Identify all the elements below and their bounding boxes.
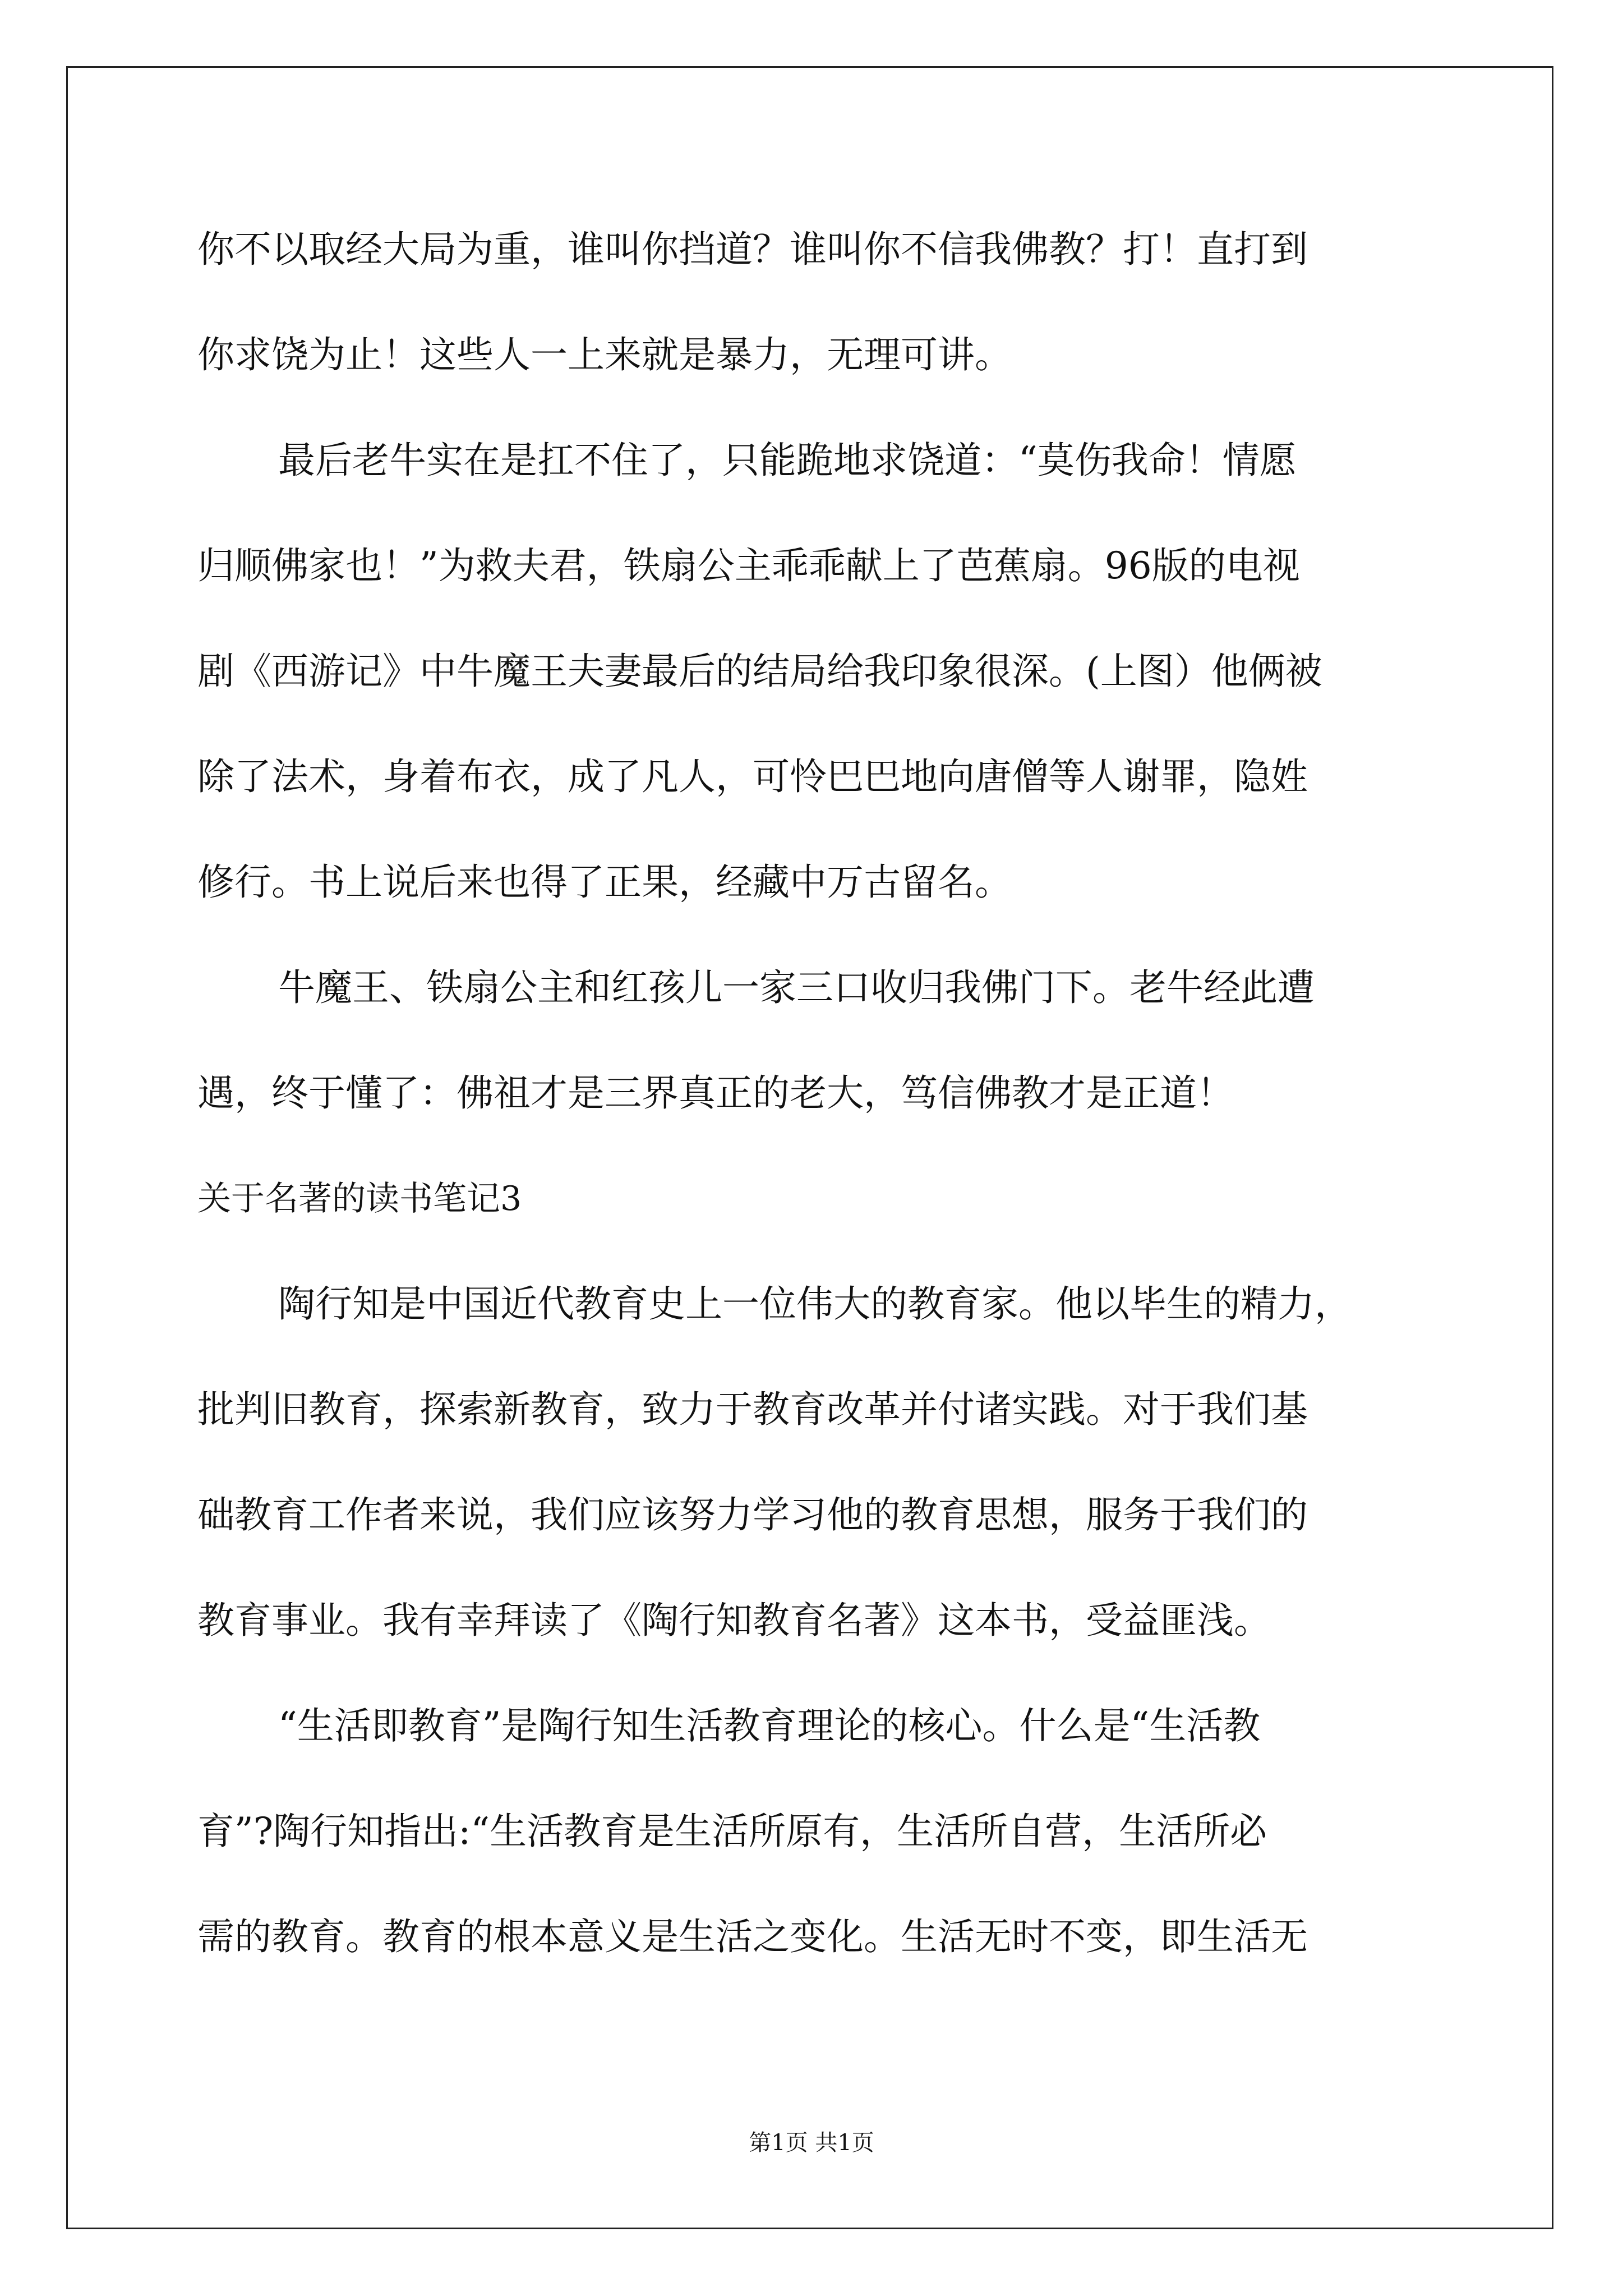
page-footer: 第1页 共1页 [749,2130,874,2156]
text-line: 牛魔王、铁扇公主和红孩儿一家三口收归我佛门下。老牛经此遭 [278,966,1315,1009]
text-line: 陶行知是中国近代教育史上一位伟大的教育家。他以毕生的精力， [278,1282,1352,1326]
paragraph [197,427,1431,954]
paragraph [197,1271,1431,1692]
text-line: 除了法术，身着布衣，成了凡人，可怜巴巴地向唐僧等人谢罪，隐姓 [197,755,1308,798]
paragraph [197,954,1431,1165]
text-line: 归顺佛家也！”为救夫君，铁扇公主乖乖献上了芭蕉扇。96版的电视 [197,544,1300,587]
text-line: 修行。书上说后来也得了正果，经藏中万古留名。 [197,861,1012,904]
text-line: 础教育工作者来说，我们应该努力学习他的教育思想，服务于我们的 [197,1493,1308,1536]
text-line: 批判旧教育，探索新教育，致力于教育改革并付诸实践。对于我们基 [197,1388,1308,1431]
text-line: 你求饶为止！这些人一上来就是暴力，无理可讲。 [197,333,1012,376]
paragraph [197,1692,1431,2009]
text-line: 最后老牛实在是扛不住了，只能跪地求饶道：“莫伤我命！情愿 [278,439,1297,482]
text-line: 教育事业。我有幸拜读了《陶行知教育名著》这本书，受益匪浅。 [197,1599,1271,1642]
text-line: 遇，终于懂了：佛祖才是三界真正的老大，笃信佛教才是正道！ [197,1071,1234,1115]
text-line: “生活即教育”是陶行知生活教育理论的核心。什么是“生活教 [278,1704,1261,1747]
text-line: 育”?陶行知指出:“生活教育是生活所原有，生活所自营，生活所必 [197,1810,1267,1853]
text-line: 你不以取经大局为重，谁叫你挡道？谁叫你不信我佛教？打！直打到 [197,228,1308,271]
text-line: 需的教育。教育的根本意义是生活之变化。生活无时不变，即生活无 [197,1915,1308,1958]
document-body [197,216,1431,2009]
text-line: 剧《西游记》中牛魔王夫妻最后的结局给我印象很深。(上图）他俩被 [197,650,1322,693]
paragraph [197,216,1431,427]
section-heading: 关于名著的读书笔记3 [197,1179,522,1218]
